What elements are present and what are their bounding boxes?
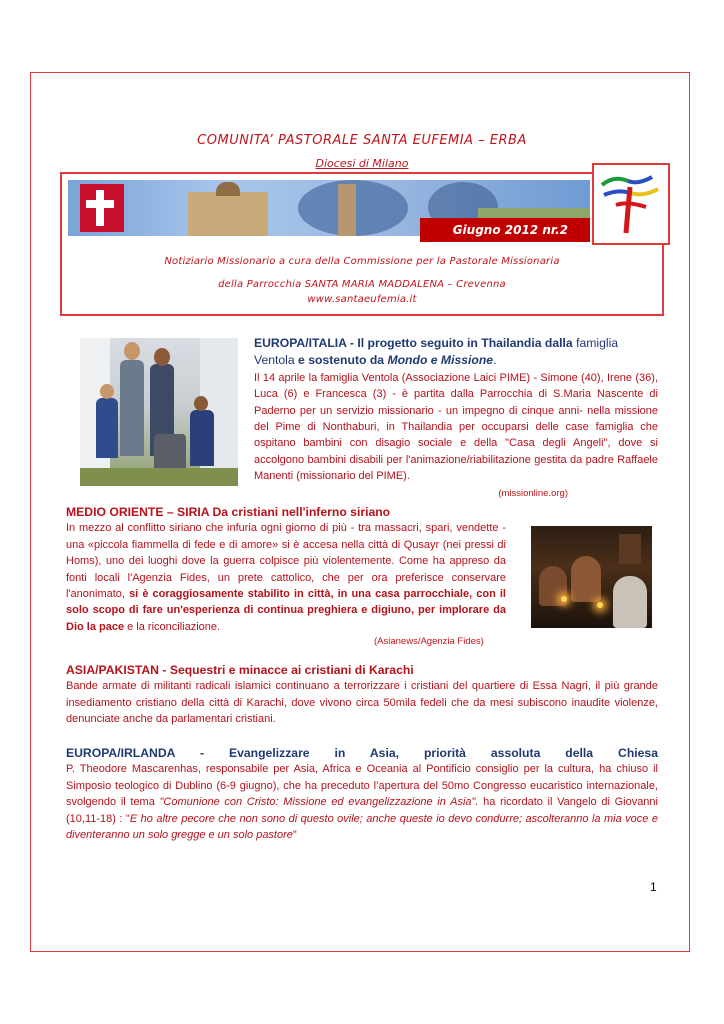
article-ireland-headline: EUROPA/IRLANDA - Evangelizzare in Asia, priorità assoluta della Chiesa [66,746,658,760]
candle-prayer-photo [531,526,652,628]
parish-title: COMUNITA’ PASTORALE SANTA EUFEMIA – ERBA [197,133,527,148]
parish-line: della Parrocchia SANTA MARIA MADDALENA – Crevenna [218,279,506,290]
mission-cross-icon [594,165,668,243]
article-thailand: EUROPA/ITALIA - Il progetto seguito in Thailandia dalla famiglia Ventola e sostenuto da Mondo e Missione. Il 14 aprile la famiglia Ventola (Associazione Laici PIME) - Simone (40), Irene (36), Luca (6) e Francesca (3) - è partita dalla Parrocchia di S.Maria Nascente di Paderno per un servizio missionario - un impegno di cinque anni- nella missione del Pime di Nonthaburi, in Thailandia per occuparsi delle case famiglia che ospitano bambini con disagio sociale e della "Casa degli Angeli", dove si accolgono bambini disabili per l'animazione/riabilitazione gestita da padre Raffaele Manenti (missionario del PIME). (missionline.org) [254,336,658,499]
mission-logo [592,163,670,245]
article-pakistan-headline: ASIA/PAKISTAN - Sequestri e minacce ai cristiani di Karachi [66,663,414,677]
article-thailand-headline: EUROPA/ITALIA - Il progetto seguito in Thailandia dalla [254,336,573,350]
page-number: 1 [650,880,657,894]
newsletter-subtitle: Notiziario Missionario a cura della Commissione per la Pastorale Missionaria [164,256,560,267]
diocese-label: Diocesi di Milano [315,157,409,170]
family-photo [80,338,238,486]
article-pakistan [66,662,658,728]
article-syria-headline: MEDIO ORIENTE – SIRIA Da cristiani nell'inferno siriano [66,505,391,519]
article-ireland-body: P. Theodore Mascarenhas, responsabile per Asia, Africa e Oceania al Pontificio consiglio per la cultura, ha chiuso il Simposio teologico di Dublino (6-9 giugno), che ha preceduto l’apertura del 50mo Congresso eucaristico internazionale, svolgendo il tema [66,763,658,809]
article-syria-source: (Asianews/Agenzia Fides) [374,636,484,647]
issue-badge: Giugno 2012 nr.2 [420,218,590,242]
article-syria: MEDIO ORIENTE – SIRIA Da cristiani nell'inferno siriano In mezzo al conflitto siriano che infuria ogni giorno di più - tra massacri, spari, vendette - una «piccola fiammella di fede e di amore» si è accesa nella città di Qusayr (nei pressi di Homs), uno dei luoghi dove la guerra colpisce più violentemente. Come ha appreso da fonti locali l'Agenzia Fides, un prete cattolico, che per ora preferisce conservare l'anonimato, si è coraggiosamente stabilito in città, in una casa parrocchiale, con il solo scopo di fare un'esperienza di continua preghiera e digiuno, per implorare da Dio la pace e la riconciliazione. [66,505,506,633]
article-ireland: EUROPA/IRLANDA - Evangelizzare in Asia, priorità assoluta della Chiesa P. Theodore Mascarenhas, responsabile per Asia, Africa e Oceania al Pontificio consiglio per la cultura, ha chiuso il Simposio teologico di Dublino (6-9 giugno), che ha preceduto l’apertura del 50mo Congresso eucaristico internazionale, svolgendo il tema "Comunione con Cristo: Missione ed evangelizzazione in Asia". ha ricordato il Vangelo di Giovanni (10,11-18) : "E ho altre pecore che non sono di questo ovile; anche queste io devo condurre; ascolteranno la mia voce e diventeranno un solo gregge e un solo pastore" [66,746,658,842]
article-thailand-source: (missionline.org) [498,487,568,499]
banner-bell-tower [338,184,356,236]
article-syria-body: In mezzo al conflitto siriano che infuria ogni giorno di più - tra massacri, spari, vendette - una «piccola fiammella di fede e di amore» si è accesa nella città di Qusayr (nei pressi di Homs), uno dei luoghi dove la guerra colpisce più violentemente. Come ha appreso da fonti locali l'Agenzia Fides, un prete cattolico, che per ora preferisce conservare l'anonimato, [66,522,506,601]
article-thailand-body: Il 14 aprile la famiglia Ventola (Associazione Laici PIME) - Simone (40), Irene (36), Luca (6) e Francesca (3) - è partita dalla Parrocchia di S.Maria Nascente di Paderno per un servizio missionario - un impegno di cinque anni- nella missione del Pime di Nonthaburi, in Thailandia per occuparsi delle case famiglia che ospitano bambini con disagio sociale e della "Casa degli Angeli", dove si accolgono bambini disabili per l'animazione/riabilitazione gestita da padre Raffaele Manenti (missionario del PIME). [254,371,658,483]
banner-church [188,192,268,236]
article-pakistan-body: Bande armate di militanti radicali islamici continuano a terrorizzare i cristiani del quartiere di Essa Nagri, il più grande insediamento cristiano della città di Karachi, dove vivono circa 50mila fedeli che da mesi subiscono inaudite violenze, denunciate anche da parlamentari cristiani. [66,680,658,726]
website-link[interactable]: www.santaeufemia.it [307,294,417,305]
